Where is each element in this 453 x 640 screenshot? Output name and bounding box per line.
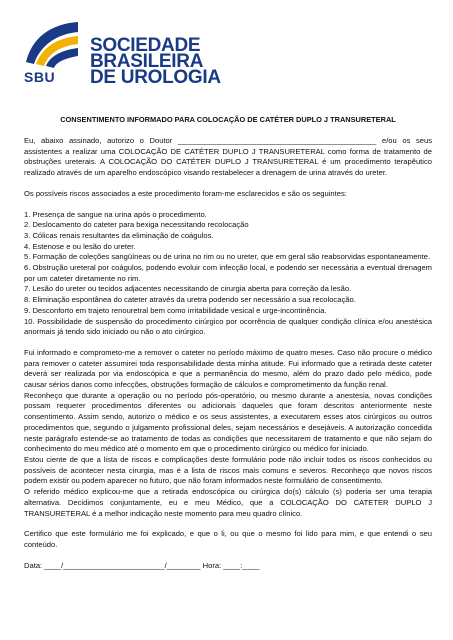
logo-line-2: BRASILEIRA <box>90 51 204 72</box>
risk-item-8: 8. Eliminação espontânea do cateter através da uretra podendo ser necessário a sua recolocação. <box>24 295 356 305</box>
risk-item-5: 5. Formação de coleções sangüíneas ou de urina no rim ou no ureter, que em geral são reabsorvidas espontaneamente. <box>24 252 431 262</box>
logo-line-3: DE UROLOGIA <box>90 67 221 88</box>
intro-paragraph: Eu, abaixo assinado, autorizo o Doutor _______________________________________________ e/ou os seus assistentes a realizar uma COLOCAÇÃO DE CATÉTER DUPLO J TRANSURETERAL como forma de tratamento de obstruções ureterais. A COLOCAÇÃO DO CATÉTER DUPLO J TRANSURETERAL é um procedimento terapêutico realizado através de um aparelho endoscópico visando restabelecer a drenagem de urina através do ureter. <box>24 136 432 178</box>
risks-intro: Os possíveis riscos associados a este procedimento foram-me esclarecidos e são os seguintes: <box>24 188 347 198</box>
risk-item-3: 3. Cólicas renais resultantes da eliminação de coágulos. <box>24 230 214 240</box>
logo-line-1: SOCIEDADE <box>90 35 201 56</box>
body-paragraph-1: Fui informado e comprometo-me a remover o cateter no período máximo de quatro meses. Caso não procure o médico para remover o cateter assumirei toda responsabilidade desta minha atitude. Fui informado que a retirada deste cateter deverá ser realizada por via endoscópica e que a permanência do mesmo, além do prazo dado pelo médico, pode causar sérios danos como infecções, obstruções formação de cálculos e comprometimento da função renal. <box>24 347 432 390</box>
sbu-emblem-icon <box>22 18 82 70</box>
sbu-logo <box>22 18 221 88</box>
logo-abbreviation: SBU <box>24 69 56 85</box>
risk-item-6: 6. Obstrução ureteral por coágulos, podendo evoluir com infecção local, e podendo ser necessária a eventual drenagem por um cateter diretamente no rim. <box>24 263 432 283</box>
logo-wordmark <box>90 35 221 88</box>
risk-item-1: 1. Presença de sangue na urina após o procedimento. <box>24 209 207 219</box>
document-body <box>24 136 432 571</box>
risk-item-7: 7. Lesão do ureter ou tecidos adjacentes necessitando de cirurgia aberta para correção da lesão. <box>24 284 352 294</box>
body-paragraph-4: O referido médico explicou-me que a retirada endoscópica ou cirúrgica do(s) cálculo (s) poderia ser uma terapia alternativa. Decidimos conjuntamente, eu e meu Médico, que a COLOCAÇÃO DO CATETER DUPLO J TRANSURETERAL é a melhor indicação neste momento para meu quadro clínico. <box>24 487 432 518</box>
date-time-line: Data: ____/________________________/________ Hora: ____:____ <box>24 560 260 570</box>
body-paragraph-3: Estou ciente de que a lista de riscos e complicações deste formulário pode não incluir todos os riscos conhecidos ou possíveis de acontecer nesta cirurgia, mas é a lista de riscos mais comuns e severos. Reconheço que novos riscos podem existir ou podem aparecer no futuro, que não foram informados neste formulário de consentimento. <box>24 454 432 486</box>
risk-item-2: 2. Deslocamento do cateter para bexiga necessitando recolocação <box>24 220 249 230</box>
body-paragraph-2: Reconheço que durante a operação ou no período pós-operatório, ou mesmo durante a anestesia, novas condições possam requerer procedimentos diferentes ou adicionais daqueles que foram descritos anteriormente neste consentimento. Assim sendo, autorizo o médico e os seus assistentes, a executarem esses atos cirúrgicos ou outros procedimentos que, segundo o julgamento profissional deles, sejam necessários e desejáveis. A autorização concedida neste parágrafo estende-se ao tratamento de todas as condições que necessitarem de tratamento e que não sejam do conhecimento do meu médico até o momento em que o procedimento cirúrgico ou médico for iniciado. <box>24 390 432 454</box>
document-title: CONSENTIMENTO INFORMADO PARA COLOCAÇÃO DE CATÉTER DUPLO J TRANSURETERAL <box>60 115 396 124</box>
risk-item-10: 10. Possibilidade de suspensão do procedimento cirúrgico por ocorrência de qualquer condição clínica e/ou anestésica anormais já tendo sido iniciado ou não o ato cirúrgico. <box>24 316 432 337</box>
risk-item-9: 9. Desconforto em trajeto renouretral bem como irritabilidade vesical e urge-incontinência. <box>24 305 327 315</box>
certification-paragraph: Certifico que este formulário me foi explicado, e que o li, ou que o mesmo foi lido para mim, e que entendi o seu conteúdo. <box>24 529 432 549</box>
risk-item-4: 4. Estenose e ou lesão do ureter. <box>24 241 136 251</box>
